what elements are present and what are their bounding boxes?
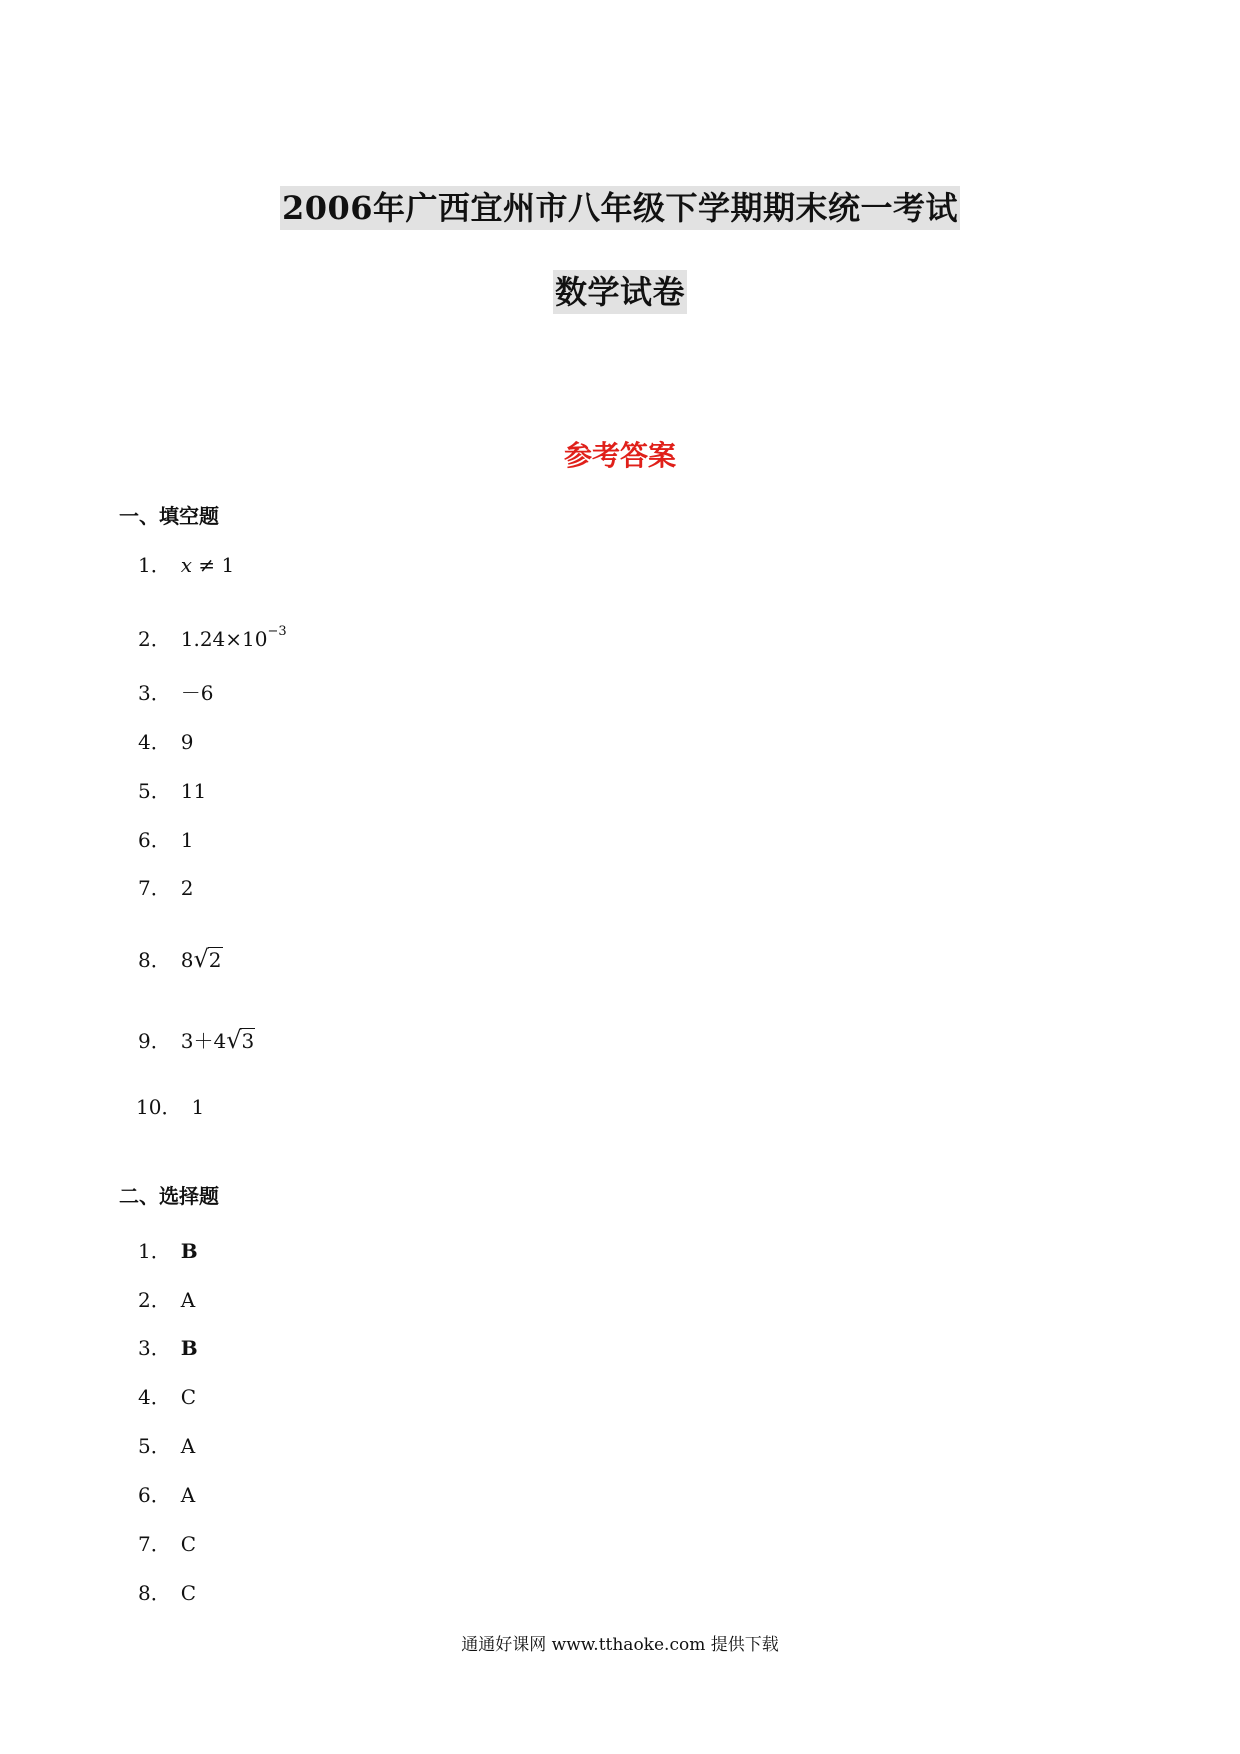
- item-answer: A: [180, 1288, 196, 1312]
- item-answer: [181, 617, 287, 654]
- item-answer: B: [180, 1336, 198, 1360]
- document-title-row: [0, 186, 1240, 230]
- item-number: 7．: [138, 1532, 171, 1556]
- item-answer: [181, 944, 223, 975]
- item-answer: C: [180, 1385, 197, 1409]
- item-number: 3．: [138, 1336, 171, 1360]
- scientific-base: 1.24×10: [180, 627, 268, 651]
- item-answer: B: [180, 1239, 198, 1263]
- item-number: 2．: [138, 627, 171, 651]
- item-answer: A: [180, 1434, 196, 1458]
- item-number: 6．: [138, 828, 171, 852]
- item-number: 2．: [138, 1288, 171, 1312]
- fill-blank-item-5: [138, 776, 206, 806]
- item-number: 6．: [138, 1483, 171, 1507]
- multiple-choice-item-7: [138, 1529, 196, 1559]
- item-answer: C: [180, 1532, 197, 1556]
- fill-blank-item-3: [138, 678, 213, 708]
- prefix-expression: 3＋4: [180, 1029, 227, 1053]
- not-equal-sign: ≠: [198, 553, 216, 577]
- multiple-choice-item-5: [138, 1431, 195, 1461]
- fill-blank-item-6: [138, 825, 193, 855]
- multiple-choice-item-6: [138, 1480, 195, 1510]
- item-answer: －6: [180, 681, 214, 705]
- radicand: 2: [208, 948, 222, 972]
- multiple-choice-item-4: [138, 1382, 196, 1412]
- fill-blank-heading: 一、填空题: [119, 504, 219, 528]
- fill-blank-item-8: [138, 944, 223, 975]
- exponent: −3: [267, 624, 287, 639]
- fill-blank-item-2: [138, 617, 287, 654]
- answer-value: 1: [221, 553, 235, 577]
- item-answer: 2: [180, 876, 194, 900]
- item-number: 5．: [138, 779, 171, 803]
- multiple-choice-heading: 二、选择题: [119, 1184, 219, 1208]
- item-answer: 9: [180, 730, 194, 754]
- item-answer: 1: [191, 1095, 205, 1119]
- multiple-choice-item-2: [138, 1285, 195, 1315]
- item-answer: C: [180, 1581, 197, 1605]
- fill-blank-item-10: [136, 1092, 204, 1122]
- item-answer: A: [180, 1483, 196, 1507]
- answer-key-heading: 参考答案: [563, 439, 676, 472]
- page-footer: 通通好课网 www.tthaoke.com 提供下载: [461, 1635, 779, 1655]
- variable-x: x: [180, 553, 193, 577]
- square-root-sign: √: [193, 945, 209, 973]
- multiple-choice-item-8: [138, 1578, 196, 1608]
- fill-blank-item-9: [138, 1025, 255, 1056]
- document-subtitle-row: [0, 270, 1240, 314]
- item-number: 1．: [138, 553, 171, 577]
- item-number: 7．: [138, 876, 171, 900]
- item-answer: [181, 1025, 255, 1056]
- fill-blank-item-7: [138, 873, 193, 903]
- item-number: 3．: [138, 681, 171, 705]
- item-number: 1．: [138, 1239, 171, 1263]
- document-title: 2006年广西宜州市八年级下学期期末统一考试: [280, 186, 960, 230]
- item-answer: 11: [180, 779, 207, 803]
- item-number: 8．: [138, 948, 171, 972]
- item-number: 4．: [138, 1385, 171, 1409]
- item-answer: 1: [180, 828, 194, 852]
- multiple-choice-item-3: [138, 1333, 198, 1363]
- fill-blank-item-4: [138, 727, 193, 757]
- coefficient: 8: [180, 948, 194, 972]
- fill-blank-item-1: [138, 550, 234, 580]
- item-number: 9．: [138, 1029, 171, 1053]
- radicand: 3: [241, 1029, 255, 1053]
- item-number: 4．: [138, 730, 171, 754]
- item-number: 8．: [138, 1581, 171, 1605]
- document-subtitle: 数学试卷: [553, 270, 687, 314]
- item-answer: [181, 550, 235, 580]
- item-number: 5．: [138, 1434, 171, 1458]
- square-root-sign: √: [226, 1026, 242, 1054]
- multiple-choice-item-1: [138, 1236, 198, 1266]
- item-number: 10．: [136, 1095, 182, 1119]
